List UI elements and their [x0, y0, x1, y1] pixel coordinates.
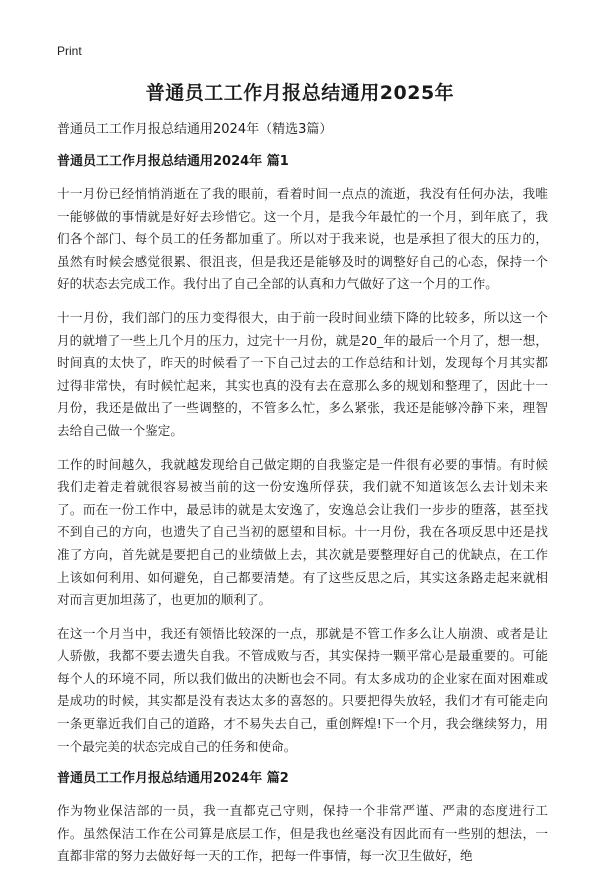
- section-heading: 普通员工工作月报总结通用2024年 篇1: [57, 154, 289, 169]
- page-title: 普通员工工作月报总结通用2025年: [145, 82, 455, 104]
- paragraph: 十一月份，我们部门的压力变得很大，由于前一段时间业绩下降的比较多，所以这一个月的就增了一些上几个月的压力，过完十一月份，就是20_年的最后一个月了，想一想，时间真的太快了，昨天的时候看了一下自己过去的工作总结和计划，发现每个月其实都过得非常快，有时候忙起来，其实也真的没有去在意那么多的规划和整理了，因此十一月份，我还是做出了一些调整的，不管多么忙，多么紧张，我还是能够冷静下来，理智去给自己做一个鉴定。: [57, 309, 548, 438]
- section-heading: 普通员工工作月报总结通用2024年 篇2: [57, 771, 289, 787]
- paragraph: 作为物业保洁部的一员，我一直都克己守则，保持一个非常严谨、严肃的态度进行工作。虽然保洁工作在公司算是底层工作，但是我也丝毫没有因此而有一些别的想法，一直都非常的努力去做好每一天的工作，把每一件事情，每一次卫生做好，绝: [57, 803, 548, 864]
- paragraph: 在这一个月当中，我还有领悟比较深的一点，那就是不管工作多么让人崩溃、或者是让人骄傲，我都不要去遗失自我。不管成败与否，其实保持一颗平常心是最重要的。可能每个人的环境不同，所以我们做出的决断也会不同。有太多成功的企业家在面对困难或是成功的时候，其实都是没有表达太多的喜怒的。只要把得失放轻，我们才有可能走向一条更靠近我们自己的道路，才不易失去自己，重创辉煌!下一个月，我会继续努力，用一个最完美的状态完成自己的任务和使命。: [57, 625, 548, 754]
- print-link[interactable]: Print: [57, 44, 82, 58]
- paragraph: 十一月份已经悄悄消逝在了我的眼前，看着时间一点点的流逝，我没有任何办法，我唯一能够做的事情就是好好去珍惜它。这一个月，是我今年最忙的一个月，到年底了，我们各个部门、每个员工的任务都加重了。所以对于我来说，也是承担了很大的压力的，虽然有时候会感觉很累、很沮丧，但是我还是能够及时的调整好自己的心态，保持一个好的状态去完成工作。我付出了自己全部的认真和力气做好了这一个月的工作。: [57, 186, 548, 292]
- document-subtitle: 普通员工工作月报总结通用2024年（精选3篇）: [57, 122, 333, 137]
- document-body: [57, 120, 548, 879]
- paragraph: 工作的时间越久，我就越发现给自己做定期的自我鉴定是一件很有必要的事情。有时候我们走着走着就很容易被当前的这一份安逸所俘获，我们就不知道该怎么去计划未来了。而在一份工作中，最忌讳的就是太安逸了，安逸总会让我们一步步的堕落，甚至找不到自己的方向，也遗失了自己当初的愿望和目标。十一月份，我在各项反思中还是找准了方向，首先就是要把自己的业绩做上去，其次就是要整理好自己的优缺点，在工作上该如何利用、如何避免，自己都要清楚。有了这些反思之后，其实这条路走起来就相对而言更加坦荡了，也更加的顺利了。: [57, 456, 548, 608]
